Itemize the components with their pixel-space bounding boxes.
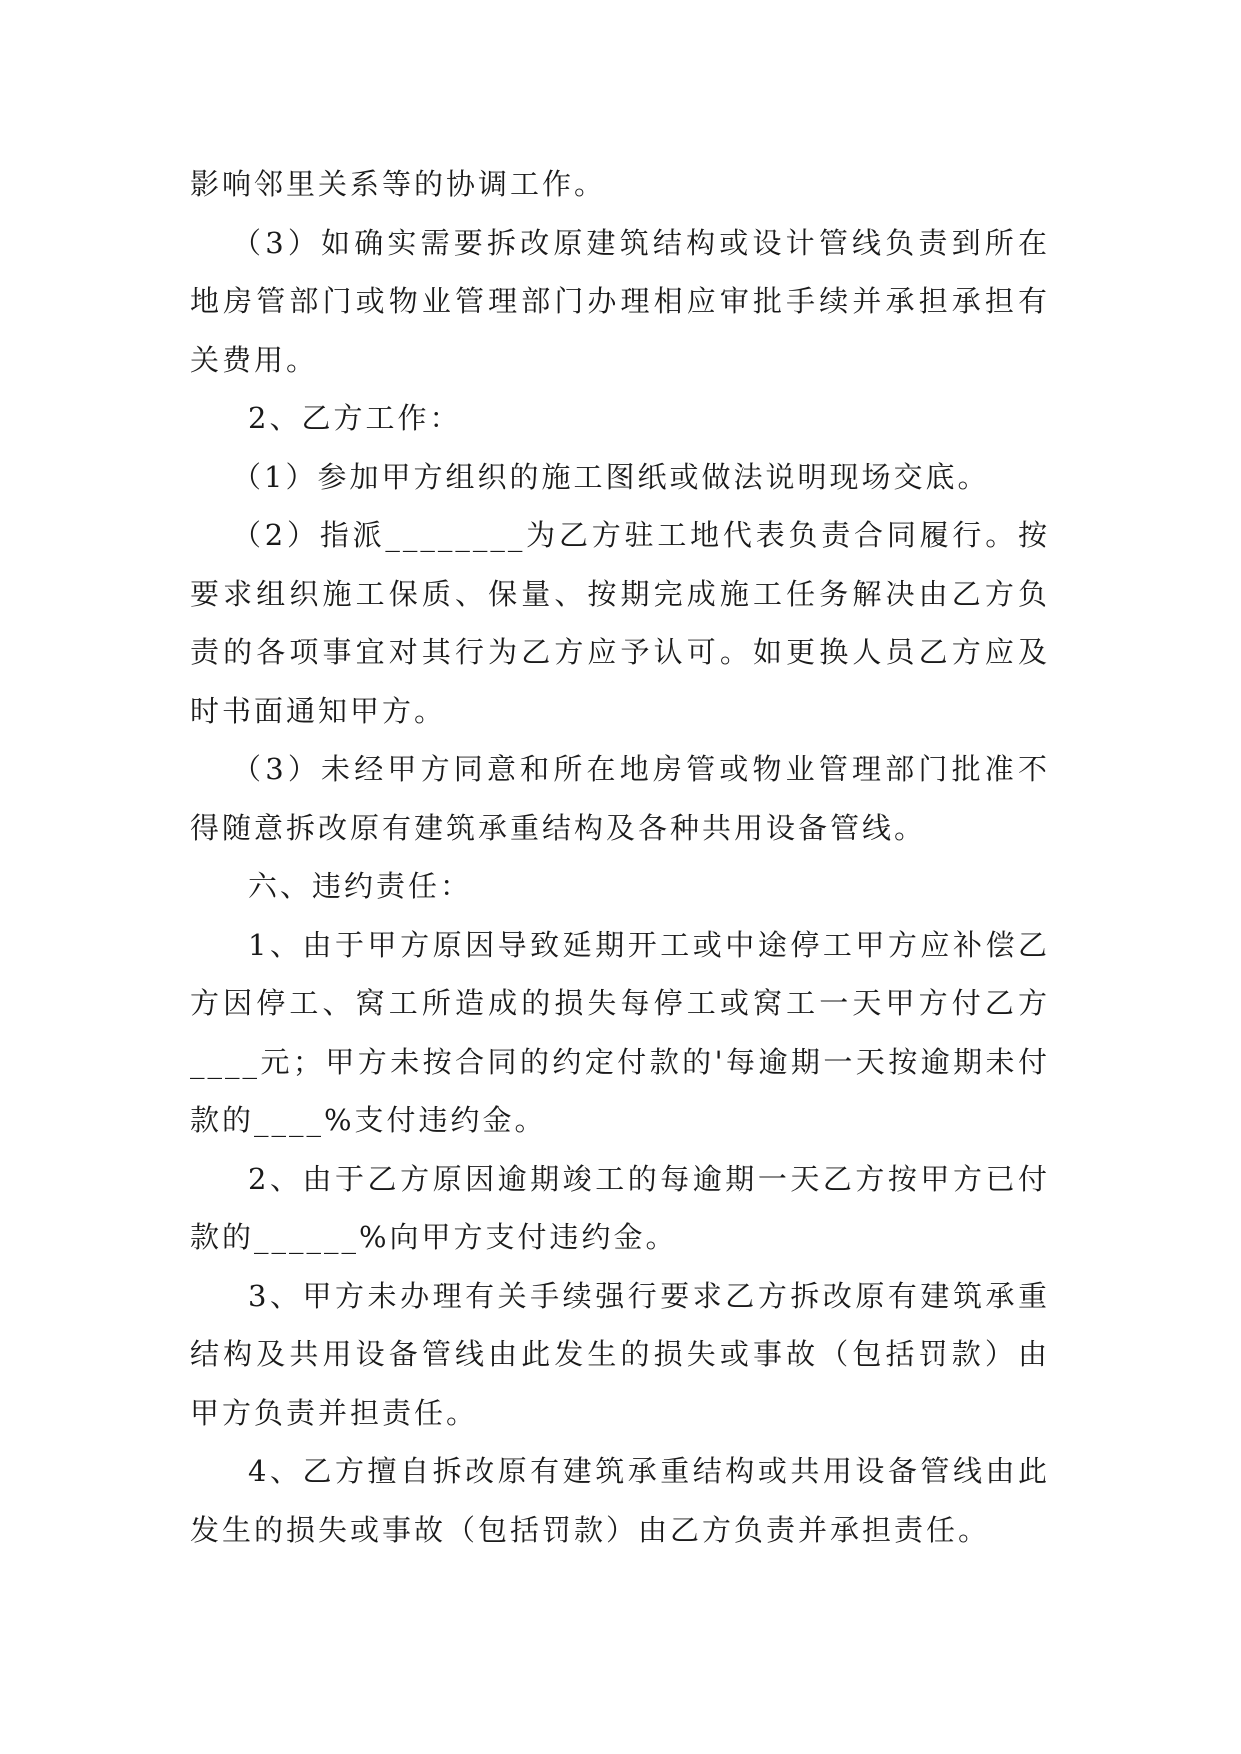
paragraph-clause-2-3: （3）未经甲方同意和所在地房管或物业管理部门批准不得随意拆改原有建筑承重结构及各种共用设备管线。 bbox=[190, 752, 1050, 845]
paragraph-heading-breach-liability: 六、违约责任： bbox=[248, 869, 473, 903]
paragraph-clause-2-1: （1）参加甲方组织的施工图纸或做法说明现场交底。 bbox=[232, 459, 990, 494]
paragraph-heading-party-b-duties: 2、乙方工作： bbox=[248, 401, 462, 435]
paragraph-clause-1-3: （3）如确实需要拆改原建筑结构或设计管线负责到所在地房管部门或物业管理部门办理相应审批手续并承担承担有关费用。 bbox=[190, 225, 1050, 377]
paragraph-clause-2-2: （2）指派________为乙方驻工地代表负责合同履行。按要求组织施工保质、保量、按期完成施工任务解决由乙方负责的各项事宜对其行为乙方应予认可。如更换人员乙方应及时书面通知甲方。 bbox=[190, 518, 1050, 728]
paragraph-breach-3: 3、甲方未办理有关手续强行要求乙方拆改原有建筑承重结构及共用设备管线由此发生的损失或事故（包括罚款）由甲方负责并担责任。 bbox=[190, 1278, 1050, 1430]
paragraph-continuation: 影响邻里关系等的协调工作。 bbox=[190, 167, 607, 201]
paragraph-breach-4: 4、乙方擅自拆改原有建筑承重结构或共用设备管线由此发生的损失或事故（包括罚款）由乙方负责并承担责任。 bbox=[190, 1454, 1050, 1547]
paragraph-breach-2: 2、由于乙方原因逾期竣工的每逾期一天乙方按甲方已付款的______%向甲方支付违约金。 bbox=[190, 1161, 1050, 1254]
paragraph-breach-1: 1、由于甲方原因导致延期开工或中途停工甲方应补偿乙方因停工、窝工所造成的损失每停工或窝工一天甲方付乙方____元；甲方未按合同的约定付款的'每逾期一天按逾期未付款的____%支付违约金。 bbox=[190, 927, 1050, 1137]
document-body bbox=[190, 155, 1050, 1559]
